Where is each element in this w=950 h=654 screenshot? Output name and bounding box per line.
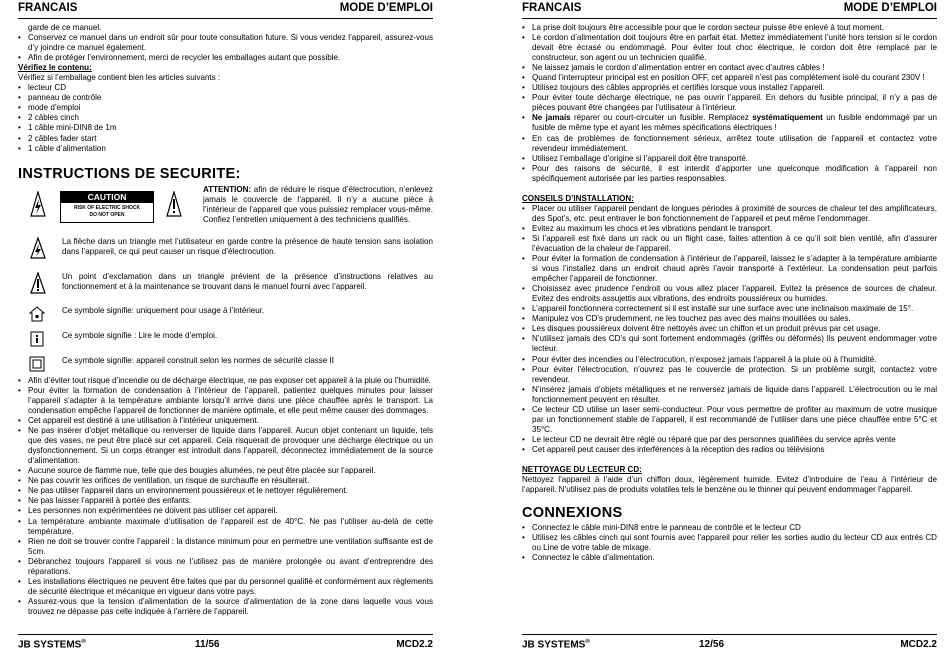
connections-title: CONNEXIONS bbox=[522, 505, 623, 522]
list-item: • Utilisez toujours des câbles appropriés et certifiés lorsque vous installez l’appareil. bbox=[522, 83, 937, 93]
list-item: • Rien ne doit se trouver contre l’appareil : la distance minimum pour en permettre une ventilation suffisante est de 5cm. bbox=[18, 537, 433, 557]
list-item: • 1 câble d’alimentation bbox=[18, 144, 433, 154]
footer-brand-text: JB SYSTEMS bbox=[18, 639, 82, 651]
footer-brand-text: JB SYSTEMS bbox=[522, 639, 586, 651]
footer-rule bbox=[522, 634, 937, 635]
symbol-class2 bbox=[18, 356, 433, 375]
verify-intro: Vérifiez si l’emballage contient bien les articles suivants : bbox=[18, 73, 221, 83]
list-item: • Le lecteur CD ne devrait être réglé ou réparé que par des personnes qualifiées du service après vente bbox=[522, 435, 937, 445]
footer-brand bbox=[18, 639, 86, 650]
list-item: • 1 câble mini-DIN8 de 1m bbox=[18, 123, 433, 133]
list-item: • Evitez au maximum les chocs et les vibrations pendant le transport. bbox=[522, 224, 937, 234]
list-item: • Utilisez l’emballage d’origine si l’appareil doit être transporté. bbox=[522, 154, 937, 164]
list-item: • N’insérez jamais d’objets métalliques et ne renversez jamais de liquide dans l’appareil. L’électrocution ou le mal fonctionnement peuvent en résulter. bbox=[522, 385, 937, 405]
list-item: • Afin d’éviter tout risque d’incendie ou de décharge électrique, ne pas exposer cet appareil à la pluie ou l’humidité. bbox=[18, 376, 433, 386]
list-item: • La prise doit toujours être accessible pour que le cordon secteur puisse être enlevé à tout moment. bbox=[522, 23, 937, 33]
list-item: • mode d’emploi bbox=[18, 103, 433, 113]
list-item: • Les installations électriques ne peuvent être faites que par du personnel qualifié et conformément aux règlements de sécurité électrique et mécanique en vigueur dans votre pays. bbox=[18, 577, 433, 597]
safety-title: INSTRUCTIONS DE SECURITE: bbox=[18, 165, 241, 182]
verify-heading: Vérifiez le contenu: bbox=[18, 63, 92, 73]
registered-mark: ® bbox=[585, 639, 590, 645]
read-manual-icon bbox=[29, 331, 45, 347]
attention-label: ATTENTION: bbox=[203, 184, 252, 194]
list-item: • panneau de contrôle bbox=[18, 93, 433, 103]
list-item: • 2 câbles cinch bbox=[18, 113, 433, 123]
list-item: • Pour éviter la formation de condensation à l’intérieur de l’appareil, laissez le s’adapter à la température ambiante si vous l’installez dans un endroit chaud après l’avoir transporté à l’extérieur. La condensation peut parfois empêcher l’appareil de fonctionner. bbox=[522, 254, 937, 284]
list-item: • Si l’appareil est fixé dans un rack ou un flight case, faites attention à ce qu’il soit bien ventilé, afin d’assurer l’évacuation de la chaleur de l’appareil. bbox=[522, 234, 937, 254]
safety-list-continued bbox=[522, 23, 937, 113]
list-item: • Conservez ce manuel dans un endroit sûr pour toute consultation future. Si vous vendez l’appareil, assurez-vous d’y joindre ce manuel également. bbox=[18, 33, 433, 53]
fuse-text-mid: réparer ou court-circuiter un fusible. Remplacez bbox=[570, 113, 753, 123]
attention-body: afin de réduire le risque d’électrocution, n’enlevez jamais le couvercle de l’appareil. Il n’y a aucune pièce à l’intérieur de l’appareil que vous puissiez remplacer vous-même. Confiez l’entretien uniquement à des techniciens qualifiés. bbox=[203, 184, 433, 224]
footer-brand bbox=[522, 639, 590, 650]
list-item: • Les personnes non expérimentées ne doivent pas utiliser cet appareil. bbox=[18, 506, 433, 516]
header-language: FRANCAIS bbox=[18, 2, 78, 14]
list-item: • N’utilisez jamais des CD’s qui sont fortement endommagés (griffés ou déformés) Ils peuvent endommager votre lecteur. bbox=[522, 334, 937, 354]
list-item: • Pour éviter la formation de condensation à l’intérieur de l’appareil, patientez quelques minutes pour laisser l’appareil s’adapter à la température ambiante lorsqu’il arrive dans une pièce chauffée après le transport. La condensation empêche l’appareil de fonctionner de manière optimale, et elle peut même causer des dommages. bbox=[18, 386, 433, 416]
fuse-bold-always: systématiquement bbox=[752, 113, 823, 123]
list-item: • En cas de problèmes de fonctionnement sérieux, arrêtez toute utilisation de l’appareil et contactez votre revendeur immédiatement. bbox=[522, 134, 937, 154]
intro-line: garde de ce manuel. bbox=[28, 23, 102, 32]
list-item: • Assurez-vous que la tension d’alimentation de la source d’alimentation de la zone dans laquelle vous vous trouvez ne dépasse pas celle indiquée à l’arrière de l’appareil. bbox=[18, 597, 433, 617]
clean-text: Nettoyez l’appareil à l’aide d’un chiffon doux, légèrement humide. Evitez d’introduire de l’eau à l’intérieur de l’appareil. N’utilisez pas de produits volatiles tels le benzène ou le thinner qui peuvent endommager l’appareil. bbox=[522, 475, 937, 495]
caution-label bbox=[60, 191, 154, 223]
caution-block bbox=[18, 185, 433, 237]
registered-mark: ® bbox=[81, 639, 86, 645]
exclamation-triangle-icon bbox=[166, 191, 182, 217]
attention-text bbox=[203, 185, 433, 225]
flash-text: La flèche dans un triangle met l’utilisateur en garde contre la présence de haute tension sans isolation dans l’appareil, ce qui peut causer un risque d’électrocution. bbox=[62, 236, 433, 256]
footer-model: MCD2.2 bbox=[900, 639, 937, 650]
list-item: • Ne pas laisser l’appareil à portée des enfants. bbox=[18, 496, 433, 506]
caution-title: CAUTION bbox=[61, 192, 153, 203]
list-item: • Pour éviter des incendies ou l’électrocution, n’exposez jamais l’appareil à la pluie où à l’humidité. bbox=[522, 355, 937, 365]
footer-page-number: 12/56 bbox=[699, 639, 725, 650]
list-item: • Pour des raisons de sécurité, il est interdit d’apporter une quelconque modification à l’appareil non spécifiquement autorisée par les parties responsables. bbox=[522, 164, 937, 184]
list-item: • Choisissez avec prudence l’endroit ou vous allez placer l’appareil. Evitez la présence de sources de chaleur. Evitez des endroits assujettis aux vibrations, des endroits poussiéreux ou humides. bbox=[522, 284, 937, 304]
symbol-manual-text: Ce symbole signifie : Lire le mode d’emploi. bbox=[62, 330, 218, 340]
caution-line2: DO NOT OPEN bbox=[89, 211, 125, 218]
fuse-bold-never: Ne jamais bbox=[532, 113, 571, 123]
indoor-house-icon bbox=[29, 306, 45, 322]
symbol-manual bbox=[18, 331, 433, 350]
caution-line1: RISK OF ELECTRIC SHOCK bbox=[73, 204, 141, 211]
lightning-triangle-icon bbox=[30, 237, 46, 259]
lightning-triangle-icon bbox=[30, 191, 46, 217]
list-item: • Connectez le câble d’alimentation. bbox=[522, 553, 937, 563]
install-heading: CONSEILS D’INSTALLATION: bbox=[522, 193, 634, 203]
symbol-indoor bbox=[18, 306, 433, 325]
list-item: • Pour éviter l’électrocution, n’ouvrez pas le couvercle de protection. Si un problème surgit, contactez votre revendeur. bbox=[522, 365, 937, 385]
header-language: FRANCAIS bbox=[522, 2, 582, 14]
list-item: • Ne laissez jamais le cordon d’alimentation entrer en contact avec d’autres câbles ! bbox=[522, 63, 937, 73]
right-page bbox=[522, 0, 937, 654]
list-item: • Afin de protéger l’environnement, merci de recycler les emballages autant que possible. bbox=[18, 53, 433, 63]
page-body bbox=[522, 23, 937, 563]
header-rule bbox=[522, 18, 937, 19]
safety-list bbox=[18, 376, 433, 617]
list-item: • 2 câbles fader start bbox=[18, 134, 433, 144]
list-item: • Le cordon d’alimentation doit toujours être en parfait état. Mettez immédiatement l’unité hors tension si le cordon devait être écrasé ou endommagé. Pour éviter tout choc électrique, le cordon doit être remplacé par le constructeur, son agent ou un technicien qualifié. bbox=[522, 33, 937, 63]
excl-warning bbox=[18, 272, 433, 297]
list-item: • Débranchez toujours l’appareil si vous ne l’utilisez pas de manière prolongée ou avant d’entreprendre des réparations. bbox=[18, 557, 433, 577]
page-body bbox=[18, 23, 433, 617]
contents-list bbox=[18, 83, 433, 153]
fuse-list bbox=[522, 113, 937, 133]
exclamation-triangle-icon bbox=[30, 272, 46, 294]
list-item: • La température ambiante maximale d’utilisation de l’appareil est de 40°C. Ne pas l’utiliser au-delà de cette température. bbox=[18, 517, 433, 537]
list-item: • Cet appareil est destiné à une utilisation à l’intérieur uniquement. bbox=[18, 416, 433, 426]
footer-page-number: 11/56 bbox=[195, 639, 220, 650]
connections-list bbox=[522, 523, 937, 563]
list-item: • Manipulez vos CD’s prudemment, ne les touchez pas avec des mains mouillées ou sales. bbox=[522, 314, 937, 324]
header-title: MODE D’EMPLOI bbox=[843, 2, 937, 14]
list-item: • Utilisez les câbles cinch qui sont fournis avec l’appareil pour relier les sorties audio du lecteur CD aux entrés CD ou Line de votre table de mixage. bbox=[522, 533, 937, 553]
clean-heading: NETTOYAGE DU LECTEUR CD: bbox=[522, 464, 642, 474]
list-item: • Placer ou utiliser l’appareil pendant de longues périodes à proximité de sources de chaleur tel des amplificateurs, des Spot’s, etc. peut entraver le bon fonctionnement de l’appareil et peut même l’endommager. bbox=[522, 204, 937, 224]
list-item: • Pour éviter toute décharge électrique, ne pas ouvrir l’appareil. En dehors du fusible principal, il n’y a pas de pièces pouvant être changées par l’utilisateur à l’intérieur. bbox=[522, 93, 937, 113]
list-item: • Connectez le câble mini-DIN8 entre le panneau de contrôle et le lecteur CD bbox=[522, 523, 937, 533]
list-item: • L’appareil fonctionnera correctement si il est installé sur une surface avec une inclinaison maximale de 15°. bbox=[522, 304, 937, 314]
page-header bbox=[522, 2, 937, 16]
list-item: • Ne pas utiliser l’appareil dans un environnement poussiéreux et le nettoyer régulièrement. bbox=[18, 486, 433, 496]
header-rule bbox=[18, 18, 433, 19]
intro-list bbox=[18, 33, 433, 63]
safety-list-end bbox=[522, 134, 937, 184]
header-title: MODE D’EMPLOI bbox=[339, 2, 433, 14]
symbol-class2-text: Ce symbole signifie: appareil construit selon les normes de sécurité classe II bbox=[62, 355, 334, 365]
fuse-warning bbox=[522, 113, 937, 133]
list-item: • Aucune source de flamme nue, telle que des bougies allumées, ne peut être placée sur l’appareil. bbox=[18, 466, 433, 476]
flash-warning bbox=[18, 237, 433, 262]
list-item: • Ne pas insérer d’objet métallique ou renverser de liquide dans l’appareil. Aucun objet contenant un liquide, tels que des vases, ne peut être placé sur cet appareil. Cela risquerait de provoquer une décharge électrique ou un dysfonctionnement. Si un corps étranger est introduit dans l’appareil, déconnectez immédiatement de la source d’alimentation. bbox=[18, 426, 433, 466]
list-item: • Ce lecteur CD utilise un laser semi-conducteur. Pour vous permettre de profiter au maximum de votre musique par un fonctionnement stable de l’appareil, il est recommandé de l’utiliser dans une pièce chauffée entre 5°C et 35°C. bbox=[522, 405, 937, 435]
list-item: • Les disques poussiéreux doivent être nettoyés avec un chiffon et un produit prévus par cet usage. bbox=[522, 324, 937, 334]
fuse-text-end: un fusible endommagé par un fusible de même type et ayant les mêmes spécifications électriques ! bbox=[532, 113, 937, 133]
install-list bbox=[522, 204, 937, 455]
list-item: • Ne pas couvrir les orifices de ventilation, un risque de surchauffe en résulterait. bbox=[18, 476, 433, 486]
footer-model: MCD2.2 bbox=[396, 639, 433, 650]
footer-rule bbox=[18, 634, 433, 635]
left-page bbox=[18, 0, 433, 654]
list-item: • lecteur CD bbox=[18, 83, 433, 93]
page-header bbox=[18, 2, 433, 16]
class-ii-icon bbox=[29, 356, 45, 372]
symbol-indoor-text: Ce symbole signifie: uniquement pour usage à l’intérieur. bbox=[62, 305, 265, 315]
excl-text: Un point d’exclamation dans un triangle prévient de la présence d’instructions relatives au fonctionnement et à la maintenance se trouvant dans le manuel fourni avec l’appareil. bbox=[62, 271, 433, 291]
list-item: • Quand l’interrupteur principal est en position OFF, cet appareil n’est pas complètement isolé du courant 230V ! bbox=[522, 73, 937, 83]
list-item: • Cet appareil peut causer des interférences à la réception des radios ou télévisions bbox=[522, 445, 937, 455]
